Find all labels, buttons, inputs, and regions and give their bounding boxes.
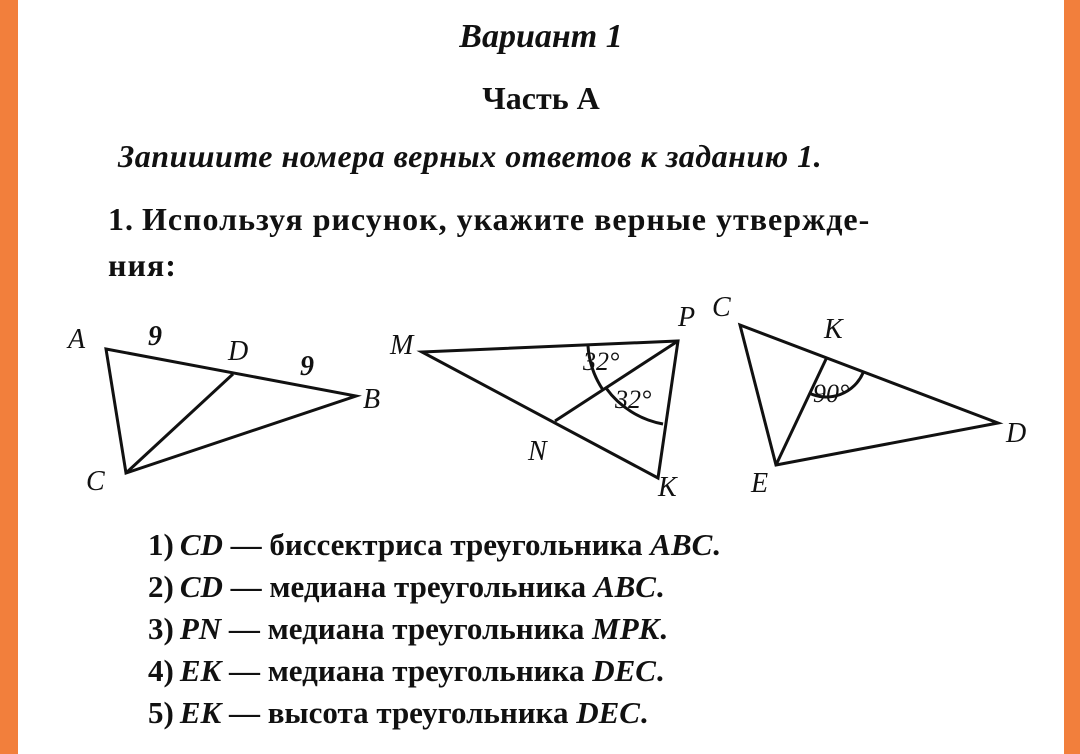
- label-c: C: [86, 466, 105, 497]
- label-b: B: [363, 384, 381, 415]
- task-text: Используя рисунок, укажите верные утвержде-: [142, 201, 871, 237]
- segment-cd: [126, 374, 233, 473]
- option-triangle: ABC: [650, 527, 713, 562]
- option-end: .: [712, 527, 721, 562]
- option-triangle: ABC: [593, 569, 656, 604]
- figure-triangle-abc: [106, 349, 356, 473]
- option-end: .: [655, 569, 664, 604]
- option-number: 4): [148, 653, 174, 688]
- label-m: M: [390, 330, 414, 361]
- label-d: D: [228, 336, 249, 367]
- label-d-2: D: [1006, 418, 1027, 449]
- length-db: 9: [300, 351, 314, 382]
- option-segment: PN: [179, 611, 222, 646]
- option-end: .: [639, 695, 648, 730]
- option-segment: EK: [179, 653, 222, 688]
- option-number: 1): [148, 527, 174, 562]
- task-number: 1.: [108, 201, 134, 237]
- option-number: 5): [148, 695, 174, 730]
- option-text: — биссектриса треугольника: [230, 527, 643, 562]
- label-a: A: [68, 324, 86, 355]
- angle-label-upper: 32°: [583, 347, 620, 376]
- label-c-2: C: [712, 292, 731, 323]
- option-segment: EK: [179, 695, 222, 730]
- answer-option: [148, 650, 720, 692]
- option-segment: CD: [179, 569, 223, 604]
- figure-triangle-dec: [740, 325, 998, 465]
- answer-option: [148, 566, 720, 608]
- angle-label-lower: 32°: [615, 385, 652, 414]
- instruction: Запишите номера верных ответов к заданию 1.: [118, 138, 823, 174]
- option-segment: CD: [179, 527, 223, 562]
- option-text: — высота треугольника: [228, 695, 569, 730]
- option-end: .: [659, 611, 668, 646]
- option-end: .: [655, 653, 664, 688]
- answer-option: [148, 608, 720, 650]
- label-p: P: [678, 302, 696, 333]
- option-text: — медиана треугольника: [230, 569, 587, 604]
- triangle-abc-outline: [106, 349, 356, 473]
- variant-title: Вариант 1: [459, 18, 623, 55]
- option-number: 2): [148, 569, 174, 604]
- label-k-2: K: [824, 314, 843, 345]
- angle-label-right: 90°: [813, 379, 850, 408]
- option-triangle: DEC: [576, 695, 640, 730]
- option-text: — медиана треугольника: [228, 611, 585, 646]
- option-text: — медиана треугольника: [228, 653, 585, 688]
- answer-option: [148, 524, 720, 566]
- option-number: 3): [148, 611, 174, 646]
- task-text-continued: ния:: [108, 247, 177, 283]
- option-triangle: MPK: [592, 611, 660, 646]
- answer-options: [148, 524, 720, 734]
- answer-option: [148, 692, 720, 734]
- label-e: E: [751, 468, 769, 499]
- worksheet-page: [18, 0, 1064, 754]
- option-triangle: DEC: [592, 653, 656, 688]
- segment-ek: [776, 357, 827, 465]
- label-k: K: [658, 472, 677, 503]
- label-n: N: [528, 436, 547, 467]
- part-title: Часть А: [482, 80, 600, 116]
- triangle-dec-outline: [740, 325, 998, 465]
- length-ad: 9: [148, 321, 162, 352]
